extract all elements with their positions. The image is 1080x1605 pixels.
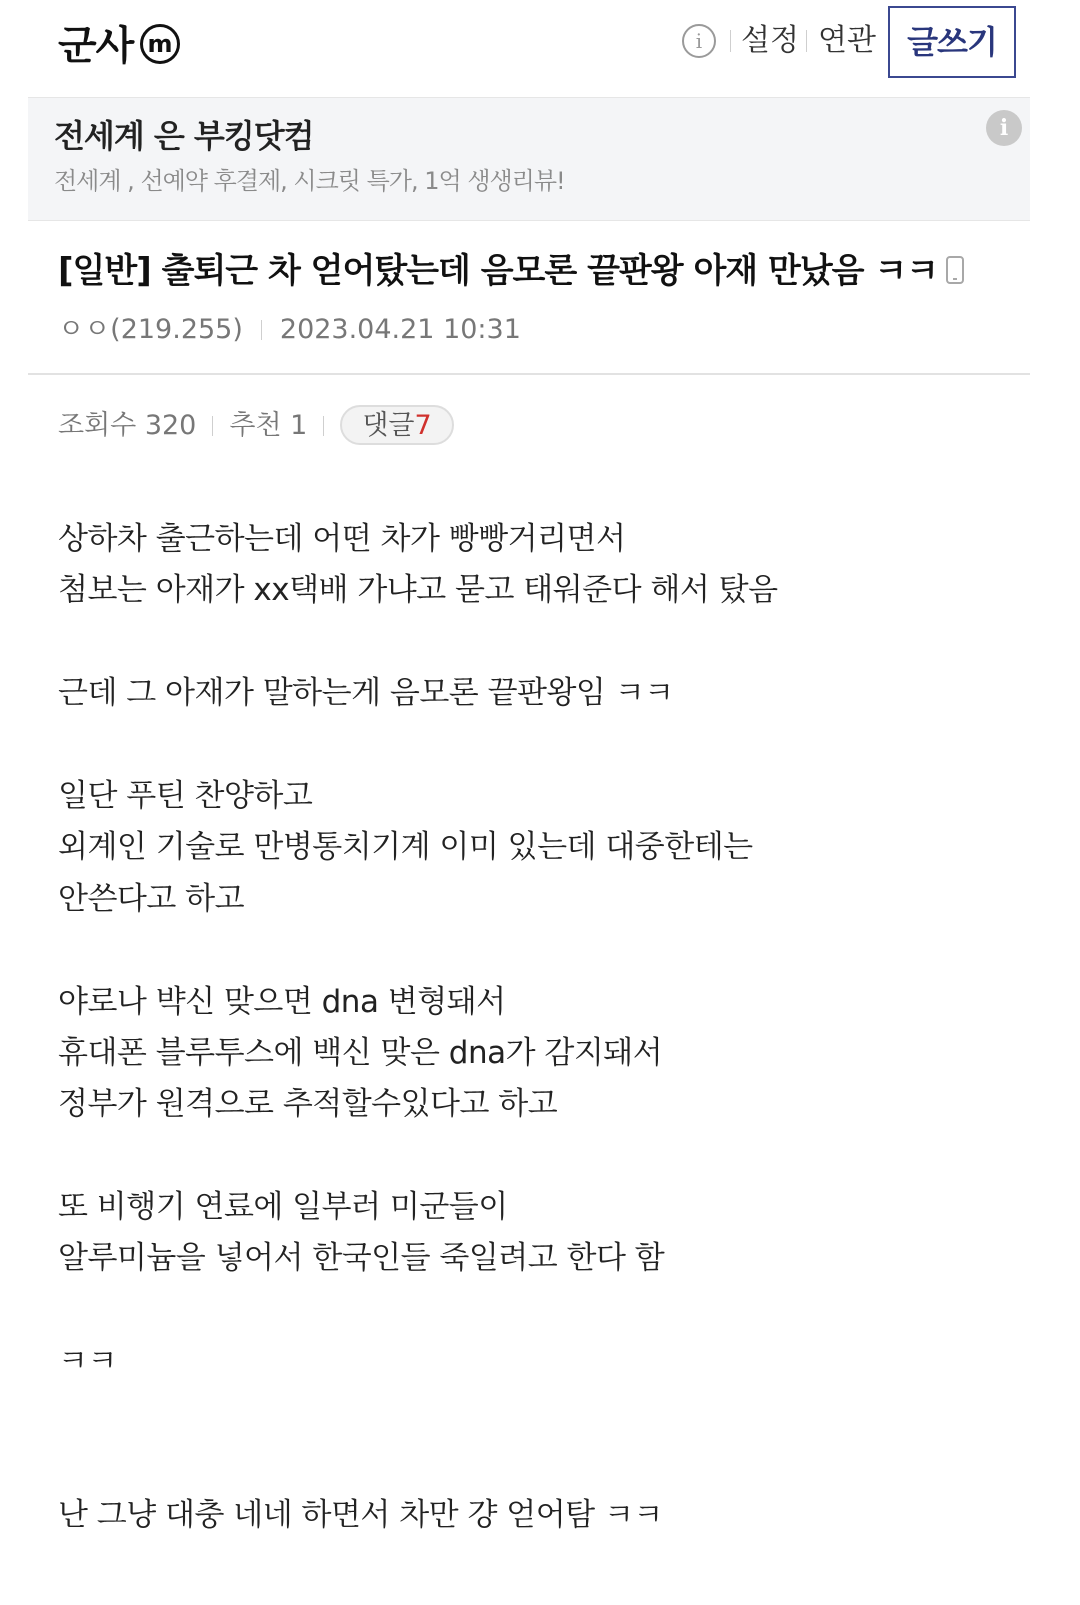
body-line: 정부가 원격으로 추적할수있다고 하고 bbox=[58, 1086, 558, 1123]
post-body bbox=[58, 514, 1038, 1542]
post-title-text: [일반] 출퇴근 차 얻어탔는데 음모론 끝판왕 아재 만났음 ㅋㅋ bbox=[58, 251, 939, 291]
body-line bbox=[58, 925, 1038, 976]
body-line bbox=[58, 617, 1038, 668]
body-line: 난 그냥 대충 네네 하면서 차만 걍 얻어탐 ㅋㅋ bbox=[58, 1497, 663, 1534]
ad-title[interactable]: 전세계 은 부킹닷컴 bbox=[54, 117, 314, 155]
mobile-icon bbox=[946, 256, 964, 284]
ad-banner[interactable] bbox=[28, 97, 1030, 221]
author-name[interactable]: ㅇㅇ(219.255) bbox=[58, 314, 243, 345]
post-stats bbox=[58, 404, 454, 448]
body-line: 외계인 기술로 만병통치기계 이미 있는데 대중한테는 bbox=[58, 829, 753, 866]
body-line: 상하차 출근하는데 어떤 차가 빵빵거리면서 bbox=[58, 521, 626, 557]
minor-gallery-badge: m bbox=[140, 24, 180, 64]
settings-link[interactable]: 설정 bbox=[741, 23, 799, 58]
recommend-count: 추천 1 bbox=[229, 410, 308, 441]
gallery-title[interactable]: 군사 bbox=[58, 23, 134, 69]
stats-separator bbox=[323, 416, 324, 436]
info-icon[interactable]: i bbox=[682, 24, 716, 58]
body-line: 야로나 뱍신 맞으면 dna 변형돼서 bbox=[58, 983, 506, 1020]
meta-separator bbox=[261, 320, 262, 340]
body-line bbox=[58, 1439, 1038, 1490]
body-line: 알루미늄을 넣어서 한국인들 죽일려고 한다 함 bbox=[58, 1240, 665, 1277]
comment-label: 댓글 bbox=[362, 410, 415, 441]
ad-info-icon[interactable]: i bbox=[986, 110, 1022, 146]
top-header bbox=[0, 0, 1080, 96]
divider bbox=[28, 373, 1030, 375]
post-title bbox=[58, 246, 1018, 296]
body-line: 또 비행기 연료에 일부러 미군들이 bbox=[58, 1189, 508, 1226]
header-separator bbox=[806, 30, 807, 52]
post-date: 2023.04.21 10:31 bbox=[279, 314, 521, 345]
body-line: 일단 푸틴 찬양하고 bbox=[58, 777, 313, 814]
stats-separator bbox=[212, 416, 213, 436]
comment-button[interactable] bbox=[340, 405, 453, 445]
body-line: 근데 그 아재가 말하는게 음모론 끝판왕임 ㅋㅋ bbox=[58, 675, 674, 712]
body-line bbox=[58, 1131, 1038, 1182]
body-line: ㅋㅋ bbox=[58, 1343, 117, 1380]
ad-description: 전세계 , 선예약 후결제, 시크릿 특가, 1억 생생리뷰! bbox=[54, 167, 565, 195]
body-line bbox=[58, 1388, 1038, 1439]
body-line: 안쓴다고 하고 bbox=[58, 880, 245, 917]
view-count: 조회수 320 bbox=[58, 410, 197, 441]
comment-count: 7 bbox=[414, 410, 432, 441]
write-button[interactable]: 글쓰기 bbox=[888, 6, 1016, 78]
body-line: 휴대폰 블루투스에 백신 맞은 dna가 감지돼서 bbox=[58, 1034, 663, 1071]
post-meta bbox=[58, 310, 521, 350]
body-line bbox=[58, 1285, 1038, 1336]
related-link[interactable]: 연관 bbox=[818, 23, 876, 58]
body-line: 첨보는 아재가 xx택배 가냐고 묻고 태워준다 해서 탔음 bbox=[58, 572, 778, 609]
body-line bbox=[58, 720, 1038, 771]
header-separator bbox=[730, 30, 731, 52]
